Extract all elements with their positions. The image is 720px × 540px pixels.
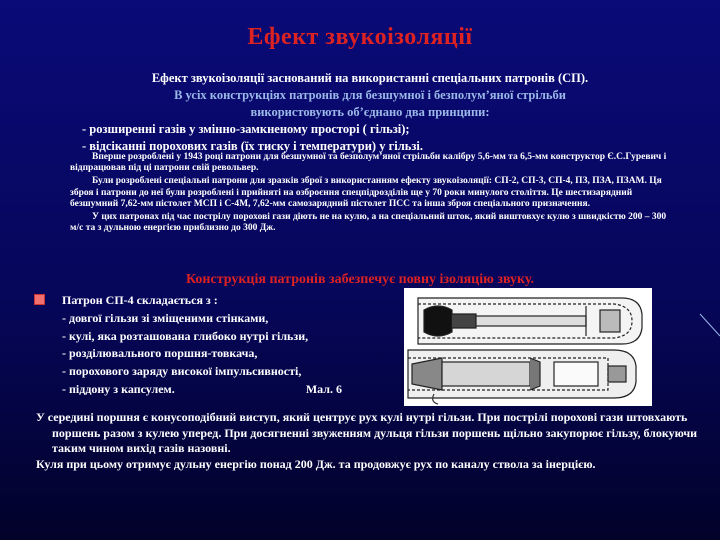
parts-item: - порохового заряду високої імпульсивності, — [62, 364, 302, 379]
parts-item: - довгої гільзи зі зміщеними стінками, — [62, 310, 269, 325]
parts-item: - кулі, яка розташована глибоко нутрі гільзи, — [62, 328, 309, 343]
section-subtitle: Конструкція патронів забезпечує повну ізоляцію звуку. — [185, 272, 535, 287]
mechanism-description — [36, 410, 706, 472]
cartridge-drawing-top — [418, 298, 642, 344]
history-paragraph-2: Були розроблені спеціальні патрони для зразків зброї з використанням ефекту звукоізоляції: СП-2, СП-3, СП-4, ПЗ, ПЗА, ПЗАМ. Ця зброя і патрони до неї були розроблені і прийняті на озброєння спецпідрозділів ще у 70 роки минулого століття. Це шестизарядний безшумний 7,62-мм пістолет МСП і С-4М, 7,62-мм самозарядний пістолет ПСС та інша зброя спеціального призначення. — [70, 176, 662, 209]
figure-caption: Мал. 6 — [305, 381, 342, 396]
intro-line-3: використовують об’єднано два принципи: — [250, 105, 490, 119]
parts-item: - піддону з капсулем. — [62, 381, 175, 396]
cartridge-diagram — [404, 288, 652, 406]
mechanism-paragraph-1: У середині поршня є конусоподібний виступ, який центрує рух кулі нутрі гільзи. При пострілі порохові гази штовхають поршень разом з кулею уперед. При досягненні звуженням дульця гільзи поршень щільно закупорює гільзу, блокуючи таким чином вихід газів назовні. — [36, 410, 698, 456]
cartridge-drawing-bottom — [408, 350, 636, 404]
intro-block — [70, 70, 670, 155]
history-block — [70, 152, 670, 236]
intro-line-2: В усіх конструкціях патронів для безшумної і безполум’яної стрільби — [174, 88, 566, 102]
mechanism-paragraph-2: Куля при цьому отримує дульну енергію понад 200 Дж. та продовжує рух по каналу ствола за інерцією. — [36, 456, 596, 471]
history-paragraph-3: У цих патронах під час пострілу порохові гази діють не на кулю, а на спеціальний шток, який виштовхує кулю з швидкістю 200 – 300 м/с та з дульною енергією приблизно до 300 Дж. — [70, 212, 667, 234]
slide-title: Ефект звукоізоляції — [247, 24, 473, 50]
intro-bullet-2: - відсіканні порохових газів (їх тиску і температури) у гільзі. — [82, 139, 423, 153]
history-paragraph-1: Вперше розроблені у 1943 році патрони для безшумної та безполум’яної стрільби калібру 5,6-мм та 6,5-мм конструктор Є.С.Гуревич і відпрацював під ці патрони свій револьвер. — [70, 152, 667, 174]
parts-last-row — [62, 381, 342, 399]
bullet-square-icon — [34, 294, 45, 305]
parts-item: - розділювального поршня-товкача, — [62, 346, 258, 361]
intro-line-1: Ефект звукоізоляції заснований на використанні спеціальних патронів (СП). — [151, 71, 589, 85]
intro-bullet-1: - розширенні газів у змінно-замкненому просторі ( гільзі); — [82, 122, 410, 136]
corner-line-decoration — [698, 312, 720, 342]
parts-intro: Патрон СП-4 складається з : — [62, 293, 218, 307]
cartridge-parts-list — [62, 292, 392, 399]
